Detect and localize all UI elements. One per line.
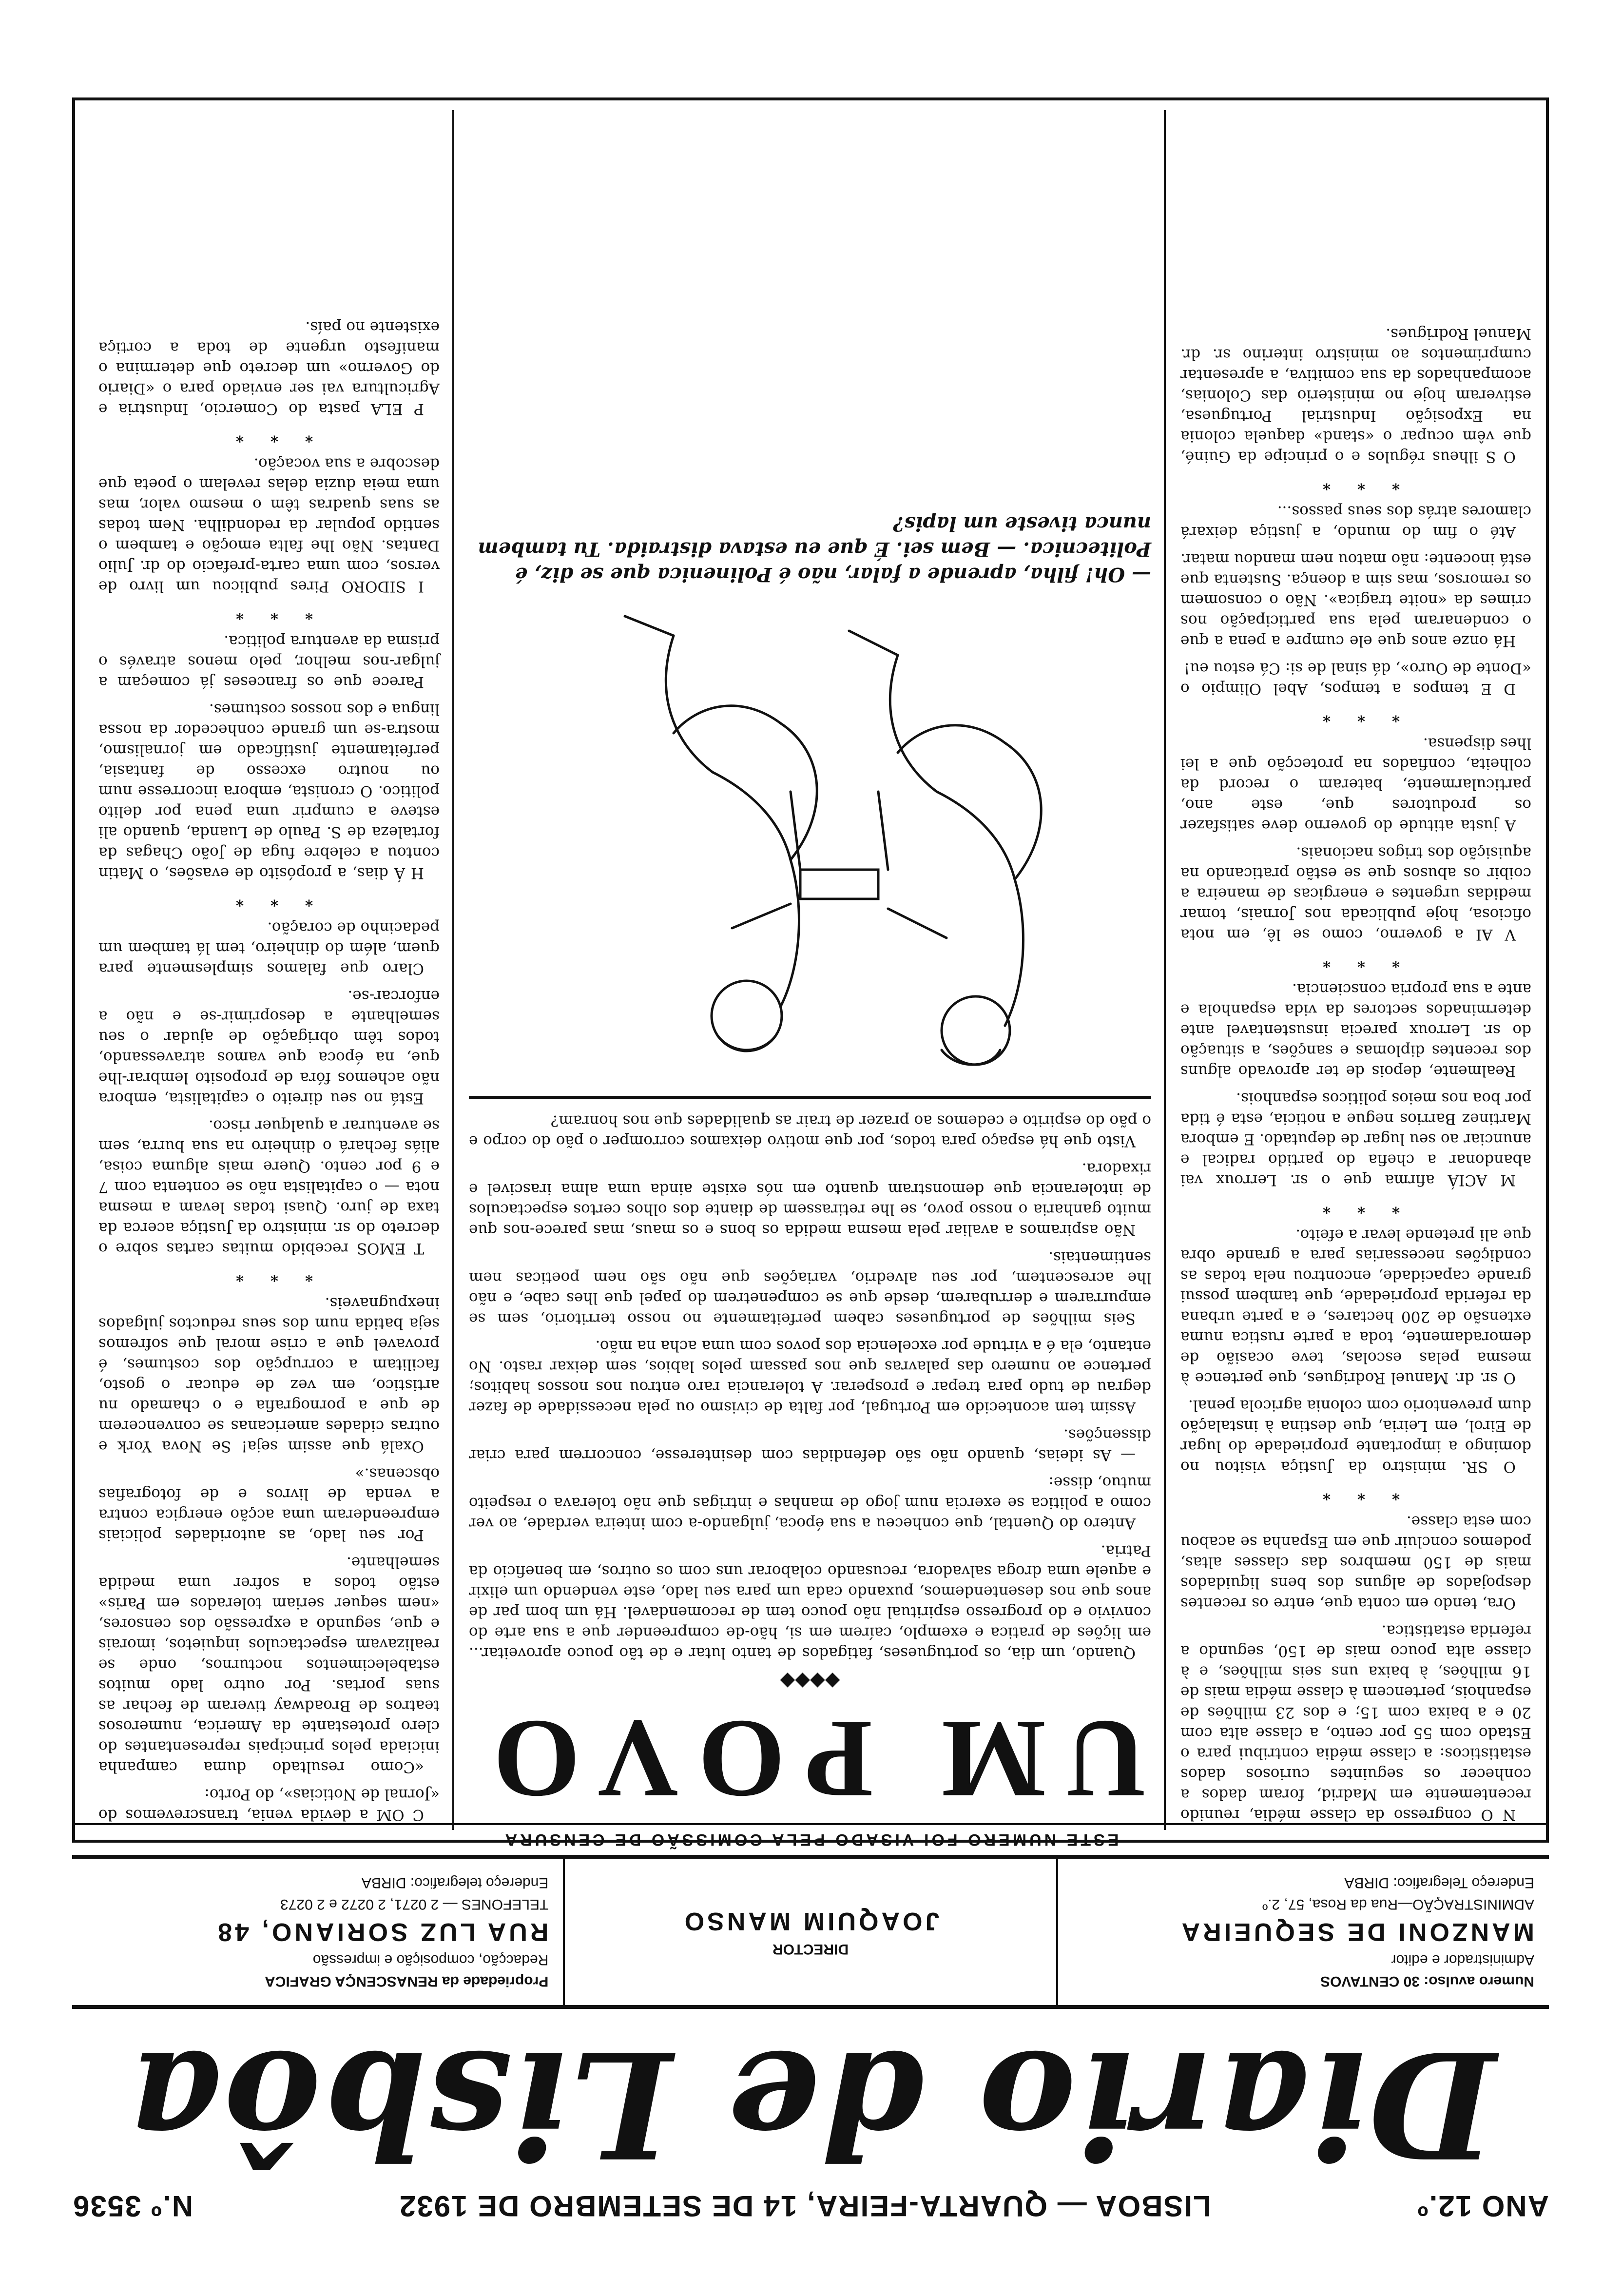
paragraph: A justa atitude do governo deve satisfazer os produtores que, este ano, particularmente, bateram o record da colheita, confiados na protecção que a lei lhes dispensa. (1180, 735, 1531, 834)
stars-separator: * * * (225, 605, 313, 623)
paragraph: Claro que falamos simplesmente para quem, além do dinheiro, tem lá tambem um pedacinho de coração. (98, 919, 440, 977)
paragraph: T EMOS recebido muitas cartas sobre o decreto do sr. ministro da Justiça acerca da taxa de juro. Quasi todas levam a mesma nota — o capitalista não se contenta com 7 e 9 por cento. Quere mais alguma coisa, aliás fechará o dinheiro na sua burra, sem se aventurar a qualquer risco. (98, 1117, 440, 1257)
paragraph: Quando, um dia, os portugueses, fatigados de tanto lutar e de tão pouco aproveitar... em lições de pratica e exemplo, caírem em si, hão-de compreender que a sua arte do convivio e do progresso espiritual não pouco tem de recomendavel. Há um bom par de anos que nos desentendemos, puxando cada um para seu lado, este vendendo um elixir e aquele uma droga salvadora, recusando colaborar uns com os outros, em beneficio da Patria. (469, 1542, 1151, 1662)
paragraph: Por seu lado, as autoridades policiais empreenderam uma acção energica contra a venda de livros e de fotografias obscenas.» (98, 1465, 440, 1544)
left-column (1180, 317, 1531, 1825)
cartoon-caption: — Oh! filha, aprende a falar, não é Polinenica que se diz, é Politecnica. — Bem sei. É que eu estava distraida. Tu tambem nunca tiveste um lapis? (478, 512, 1151, 586)
paragraph: Assim tem acontecido em Portugal, por falta de civismo ou pela necessidade de fazer degrau de tudo para trepar e prosperar. A tolerancia raro entrou nos nossos habitos; pertence ao numero das palavras que nos passam pelos labios, sem deixar rasto. No entanto, ela é a virtude por excelencia dos povos com uma acha na mão. (469, 1337, 1151, 1416)
director-role: DIRECTOR (772, 1941, 849, 1957)
stars-separator: * * * (1312, 1199, 1400, 1216)
stars-separator: * * * (1312, 953, 1400, 971)
owner-address: RUA LUZ SORIANO, 48 (215, 1918, 549, 1946)
censorship-notice: ESTE NUMERO FOI VISADO PELA COMISSÃO DE CENSURA (72, 1823, 1549, 1849)
info-bar (72, 1855, 1549, 2009)
paragraph: O sr. dr. Manuel Rodrigues, que pertence à mesma pelas escolas, teve ocasião de demoradamente, toda a parte rustica numa extensão de 200 hectares, e a parte urbana da referida propriedade, que tambem possui grande capacidade, encontrou nela todas as condições necessarias para a grande obra que ali pretende levar a efeito. (1180, 1226, 1531, 1387)
admin-name: MANZONI DE SEQUEIRA (1178, 1918, 1534, 1946)
newspaper-title: Diario de Lisbôa (125, 2018, 1496, 2190)
owner-telegraph: Endereço telegrafico: DIRBA (361, 1875, 549, 1891)
ornament-divider: ◆◆◆◆ (780, 1670, 840, 1693)
article-headline: UM POVO (473, 1697, 1147, 1822)
stars-separator: * * * (1312, 707, 1400, 725)
paragraph: O SR. ministro da Justiça visitou no domingo a importante propriedade do lugar de Eirol, em Leiria, que destina à instalação dum preventorio com colonia agricola penal. (1180, 1397, 1531, 1476)
cartoon-illustration (469, 597, 1151, 1084)
director-name: JOAQUIM MANSO (681, 1907, 940, 1935)
owner-box (72, 1859, 563, 2005)
paragraph: «Como resultado duma campanha iniciada pelos principais representantes do clero protestante da America, numerosos teatros de Broadway tiveram de fechar as suas portas. Por outro lado muitos estabelecimentos nocturnos, onde se realizavam espectaculos inquietos, imorais e que, segundo a expressão dos censores, «nem sequer seriam tolerados em Paris» estão todos a sofrer uma medida semelhante. (98, 1554, 440, 1776)
right-column (98, 310, 440, 1825)
paragraph: C OM a devida venia, transcrevemos do «Jornal de Noticias», do Porto: (98, 1786, 440, 1824)
paragraph: D E tempos a tempos, Abel Olimpio o «Donte de Ouro», dá sinal de si: Cá estou eu! (1180, 660, 1531, 698)
paragraph: Está no seu direito o capitalista, embora não achemos fóra de proposito lembrar-lhe que, na época que vamos atravessando, todos têm obrigação de ajudar o seu semelhante a desoprimir-se e não a enforcar-se. (98, 987, 440, 1107)
stars-separator: * * * (1312, 1485, 1400, 1503)
paragraph: O S ilheus régulos e o principe da Guiné, que vêm ocupar o «stand» daquela colonia na Exposição Industrial Portuguesa, estiveram hoje no ministerio das Colonias, acompanhados da sua comitiva, a apresentar cumprimentos ao ministro interino sr. dr. Manuel Rodrigues. (1180, 325, 1531, 466)
paragraph: Ora, tendo em conta que, entre os recentes despojados de alguns dos bens liquidados mais de 150 membros das classes altas, podemos concluir que em Espanha se acabou com esta classe. (1180, 1513, 1531, 1612)
admin-role: Administrador e editor (1391, 1952, 1534, 1968)
paragraph: Antero do Quental, que conheceu a sua época, julgando-a com inteira verdade, ao ver como a politica se exercia num jogo de manhas e intrigas que não tolerava o respeito mutuo, disse: (469, 1474, 1151, 1532)
paragraph: N O congresso da classe média, reunido recentemente em Madrid, foram dados a conhecer os seguintes curiosos dados estatisticos: a classe média contribui para o Estado com 55 por cento, a classe alta com 20 e a baixa com 15; e dos 23 milhões de espanhois, pertencem à classe média mais de 16 milhões, à baixa uns seis milhões, e à classe alta pouco mais de 150, segundo a referida estatistica. (1180, 1622, 1531, 1824)
paragraph: Oxalá que assim seja! Se Nova York e outras cidades americanas se convencerem de que a pornografia e o chamado nu artistico, em vez de educar o gosto, facilitam a corrupção dos costumes, é provavel que a crise moral que sofremos seja batida num dos seus reductos julgados inexpugnaveis. (98, 1294, 440, 1455)
stars-separator: * * * (225, 428, 313, 445)
page-body (72, 97, 1549, 1843)
cartoon-drawing (469, 597, 1151, 1084)
issue-number: N.º 3536 (72, 2190, 193, 2222)
director-box (563, 1859, 1056, 2005)
masthead (72, 1823, 1549, 2223)
stars-separator: * * * (225, 1267, 313, 1284)
center-column (469, 511, 1151, 1825)
paragraph: Visto que há espaço para todos, por que motivo deixamos corromper o pão do corpo e o pão do espirito e cedemos ao prazer de trair as qualidades que nos honram? (469, 1112, 1151, 1150)
dateline: LISBOA — QUARTA-FEIRA, 14 DE SETEMBRO DE 1932 (398, 2190, 1211, 2222)
paragraph: Seis milhões de portugueses cabem perfeitamente no nosso territorio, sem se empurrarem e derrubarem, desde que se compenetrem do papel que lhes cabe, e não lhe acrescentem, por seu alvedrio, variações que não são nem poeticas nem sentimentais. (469, 1248, 1151, 1327)
paragraph: M ACIÁ afirma que o sr. Lerroux vai abandonar a chefia do partido radical e anunciar ao seu lugar de deputado. E embora Martinez Barrios negue a noticia, esta é tida por boa nos meios politicos espanhois. (1180, 1090, 1531, 1189)
owner-line: Redacção, composição e impressão (312, 1952, 549, 1968)
admin-telegraph: Endereço Telegrafico: DIRBA (1344, 1875, 1534, 1891)
admin-address: ADMINISTRAÇÃO—Rua da Rosa, 57, 2.º (1262, 1896, 1534, 1912)
paragraph: Há onze anos que ele cumpre a pena a que o condenaram pela sua participação nos crimes da «noite tragica». Não o consomem os remorsos, mas sim a doença. Sustenta que está inocente: não matou nem mandou matar. (1180, 550, 1531, 650)
paragraph: Não aspiramos a avaliar pela mesma medida os bons e os maus, mas parece-nos que muito ganharia o nosso povo, se lhe retirassem de diante dos olhos certos espectaculos de intolerancia que demonstram quanto em nós existe ainda uma alma irascivel e rixadora. (469, 1160, 1151, 1239)
paragraph: I SIDORO Pires publicou um livro de versos, com uma carta-prefacio do dr. Julio Dantas. Não lhe falta emoção e tambem o sentido popular da redondilha. Nem todas as suas quadras têm o mesmo valor, mas uma meia duzia delas revelam o poeta que descobre a sua vocação. (98, 455, 440, 595)
stars-separator: * * * (1312, 475, 1400, 493)
paragraph: P ELA pasta do Comercio, Industria e Agricultura vai ser enviado para o «Diario do Governo» um decreto que determina o manifesto urgente de toda a cortiça existente no país. (98, 318, 440, 418)
owner-phones: TELEFONES — 2 0271, 2 0272 e 2 0273 (280, 1896, 549, 1912)
section-separator (469, 1096, 1151, 1099)
stars-separator: * * * (225, 892, 313, 909)
paragraph: Realmente, depois de ter aprovado alguns dos recentes diplomas e sanções, a situação do sr. Lerroux parecia insustentavel ante determinados sectores da vida espanhola e ante a sua propria consciencia. (1180, 980, 1531, 1080)
dateline-bar (72, 2189, 1549, 2223)
paragraph: H Á dias, a propósito de evasões, o Matin contou a celebre fuga de João Chagas da fortaleza de S. Paulo de Luanda, quando ali esteve a cumprir uma pena por delito politico. O cronista, embora incorresse num ou noutro excesso de fantasia, perfeitamente justificado em jornalismo, mostra-se um grande conhecedor da nossa lingua e dos nossos costumes. (98, 700, 440, 882)
paragraph: V AI a governo, como se lê, em nota oficiosa, hoje publicada nos Jornais, tomar medidas urgentes e energicas de maneira a coibir os abusos que se estão praticando na aquisição dos trigos nacionais. (1180, 844, 1531, 943)
owner: Propriedade da RENASCENÇA GRAFICA (265, 1973, 549, 1989)
price: Numero avulso: 30 CENTAVOS (1320, 1973, 1534, 1989)
year-label: ANO 12.º (1416, 2190, 1549, 2222)
column-rule (452, 110, 454, 1830)
column-rule (1164, 110, 1166, 1830)
paragraph: Até o fim do mundo, a justiça deixará clamores atrás dos seus passos... (1180, 503, 1531, 541)
paragraph: Parece que os franceses já começam a julgar-nos melhor, pelo menos através o prisma da aventura politica. (98, 632, 440, 691)
admin-box (1056, 1859, 1549, 2005)
paragraph: — As ideias, quando não são defendidas com desinteresse, concorrem para criar dissenções. (469, 1426, 1151, 1464)
